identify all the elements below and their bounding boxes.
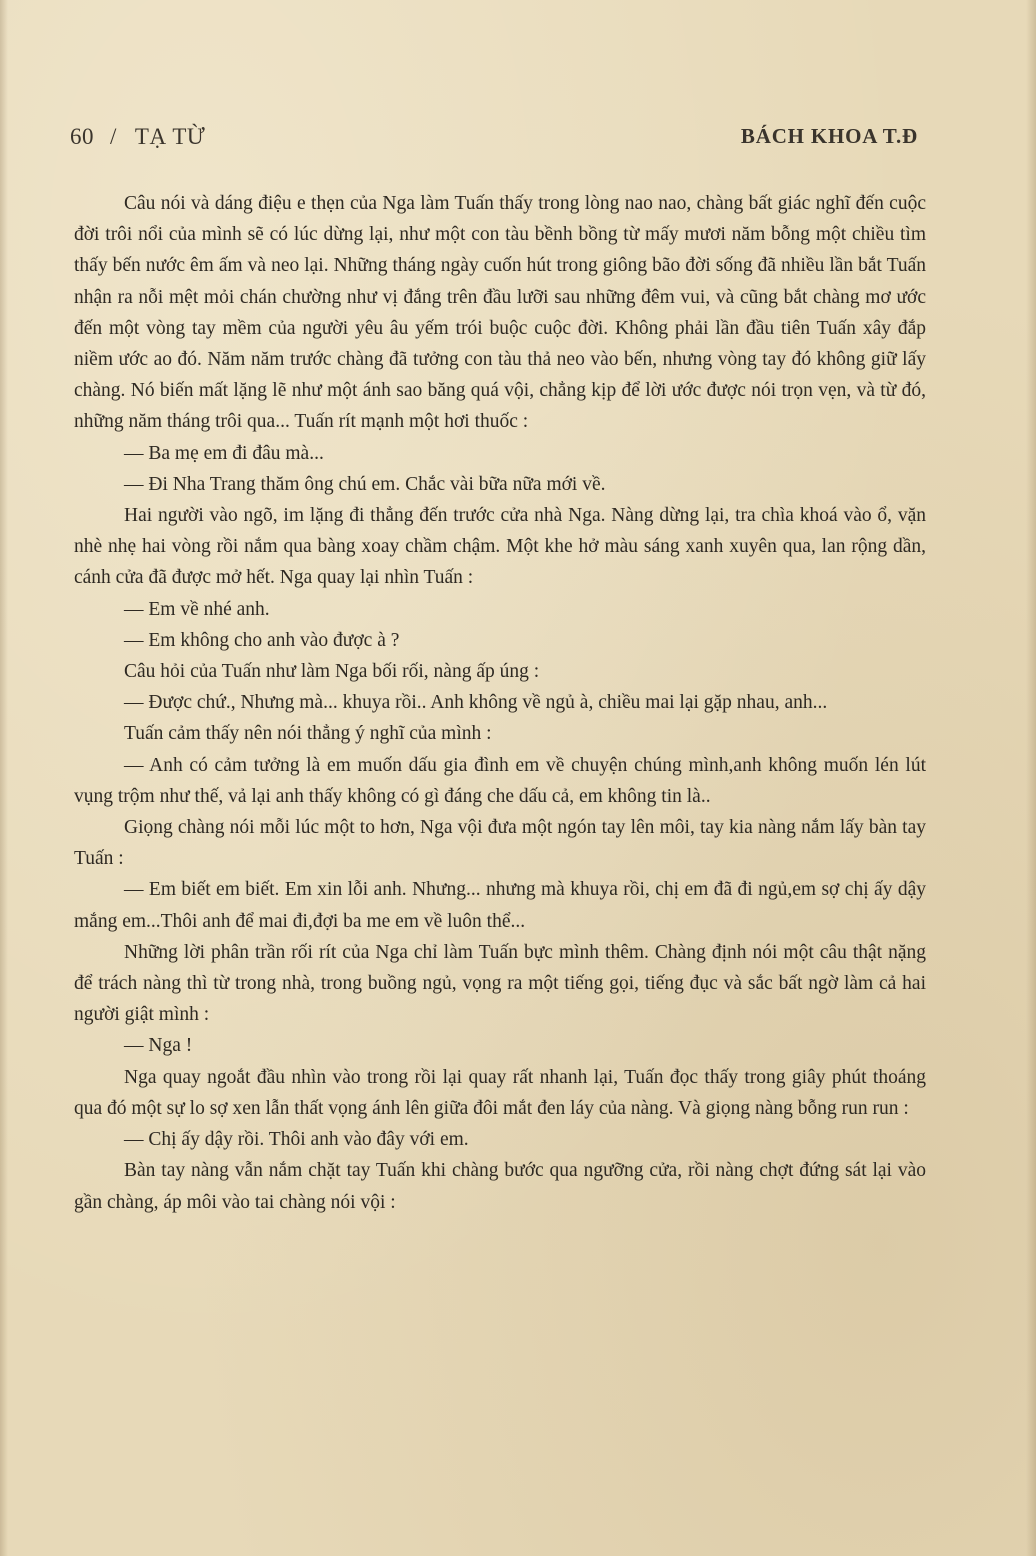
- page-edge-left: [0, 0, 8, 1556]
- paragraph: Những lời phân trần rối rít của Nga chỉ làm Tuấn bực mình thêm. Chàng định nói một câu thật nặng để trách nàng thì từ trong nhà, trong buồng ngủ, vọng ra một tiếng gọi, tiếng đục và sắc bất ngờ làm cả hai người giật mình :: [74, 941, 926, 1026]
- running-head: [70, 124, 918, 158]
- paragraph: Câu nói và dáng điệu e thẹn của Nga làm Tuấn thấy trong lòng nao nao, chàng bất giác nghĩ đến cuộc đời trôi nổi của mình sẽ có lúc dừng lại, như một con tàu bềnh bồng từ mấy mươi năm bỗng một chiều tìm thấy bến nước êm ấm và neo lại. Những tháng ngày cuốn hút trong giông bão đời sống đã nhiều lần bắt Tuấn nhận ra nỗi mệt mỏi chán chường như vị đắng trên đầu lưỡi sau những đêm vui, và cũng bắt chàng mơ ước đến một vòng tay mềm của người yêu âu yếm trói buộc cuộc đời. Không phải lần đầu tiên Tuấn xây đắp niềm ước ao đó. Năm năm trước chàng đã tưởng con tàu thả neo vào bến, nhưng vòng tay đó không giữ lấy chàng. Nó biến mất lặng lẽ như một ánh sao băng quá vội, chẳng kịp để lời ước được nói trọn vẹn, và từ đó, những năm tháng trôi qua... Tuấn rít mạnh một hơi thuốc :: [74, 193, 926, 433]
- author-name: TẠ TỪ: [134, 124, 206, 149]
- journal-title: BÁCH KHOA T.Đ: [740, 124, 918, 148]
- dialogue-line: — Anh có cảm tưởng là em muốn dấu gia đình em về chuyện chúng mình,anh không muốn lén lút vụng trộm như thế, vả lại anh thấy không có gì đáng che dấu cả, em không tin là..: [74, 754, 926, 807]
- paragraph: Câu hỏi của Tuấn như làm Nga bối rối, nàng ấp úng :: [124, 661, 540, 683]
- page-number: 60: [70, 124, 94, 149]
- dialogue-line: — Ba mẹ em đi đâu mà...: [124, 442, 324, 464]
- folio: [70, 124, 205, 150]
- dialogue-line: — Em biết em biết. Em xin lỗi anh. Nhưng... nhưng mà khuya rồi, chị em đã đi ngủ,em sợ chị ấy dậy mắng em...Thôi anh để mai đi,đợi ba me em về luôn thể...: [74, 879, 926, 932]
- dialogue-line: — Được chứ., Nhưng mà... khuya rồi.. Anh không về ngủ à, chiều mai lại gặp nhau, anh...: [124, 692, 828, 714]
- page-edge-right: [1026, 0, 1036, 1556]
- dialogue-line: — Nga !: [124, 1035, 193, 1057]
- dialogue-line: — Chị ấy dậy rồi. Thôi anh vào đây với em.: [124, 1129, 469, 1151]
- paragraph: Hai người vào ngõ, im lặng đi thẳng đến trước cửa nhà Nga. Nàng dừng lại, tra chìa khoá vào ổ, vặn nhè nhẹ hai vòng rồi nắm qua bàng xoay chầm chậm. Một khe hở màu sáng xanh xuyên qua, lan rộng dần, cánh cửa đã được mở hết. Nga quay lại nhìn Tuấn :: [74, 505, 926, 589]
- paragraph: Nga quay ngoắt đầu nhìn vào trong rồi lại quay rất nhanh lại, Tuấn đọc thấy trong giây phút thoáng qua đó một sự lo sợ xen lẫn thất vọng ánh lên giữa đôi mắt đen láy của nàng. Và giọng nàng bỗng run run :: [74, 1066, 926, 1119]
- dialogue-line: — Em không cho anh vào được à ?: [124, 629, 400, 651]
- article-body: [74, 188, 926, 1218]
- dialogue-line: — Đi Nha Trang thăm ông chú em. Chắc vài bữa nữa mới về.: [124, 473, 606, 495]
- paragraph: Tuấn cảm thấy nên nói thẳng ý nghĩ của mình :: [124, 723, 492, 745]
- header-separator: /: [110, 124, 117, 149]
- paragraph: Bàn tay nàng vẫn nắm chặt tay Tuấn khi chàng bước qua ngưỡng cửa, rồi nàng chợt đứng sát lại vào gần chàng, áp môi vào tai chàng nói vội :: [74, 1160, 926, 1213]
- paragraph: Giọng chàng nói mỗi lúc một to hơn, Nga vội đưa một ngón tay lên môi, tay kia nàng nắm lấy bàn tay Tuấn :: [74, 817, 926, 870]
- dialogue-line: — Em về nhé anh.: [124, 598, 270, 620]
